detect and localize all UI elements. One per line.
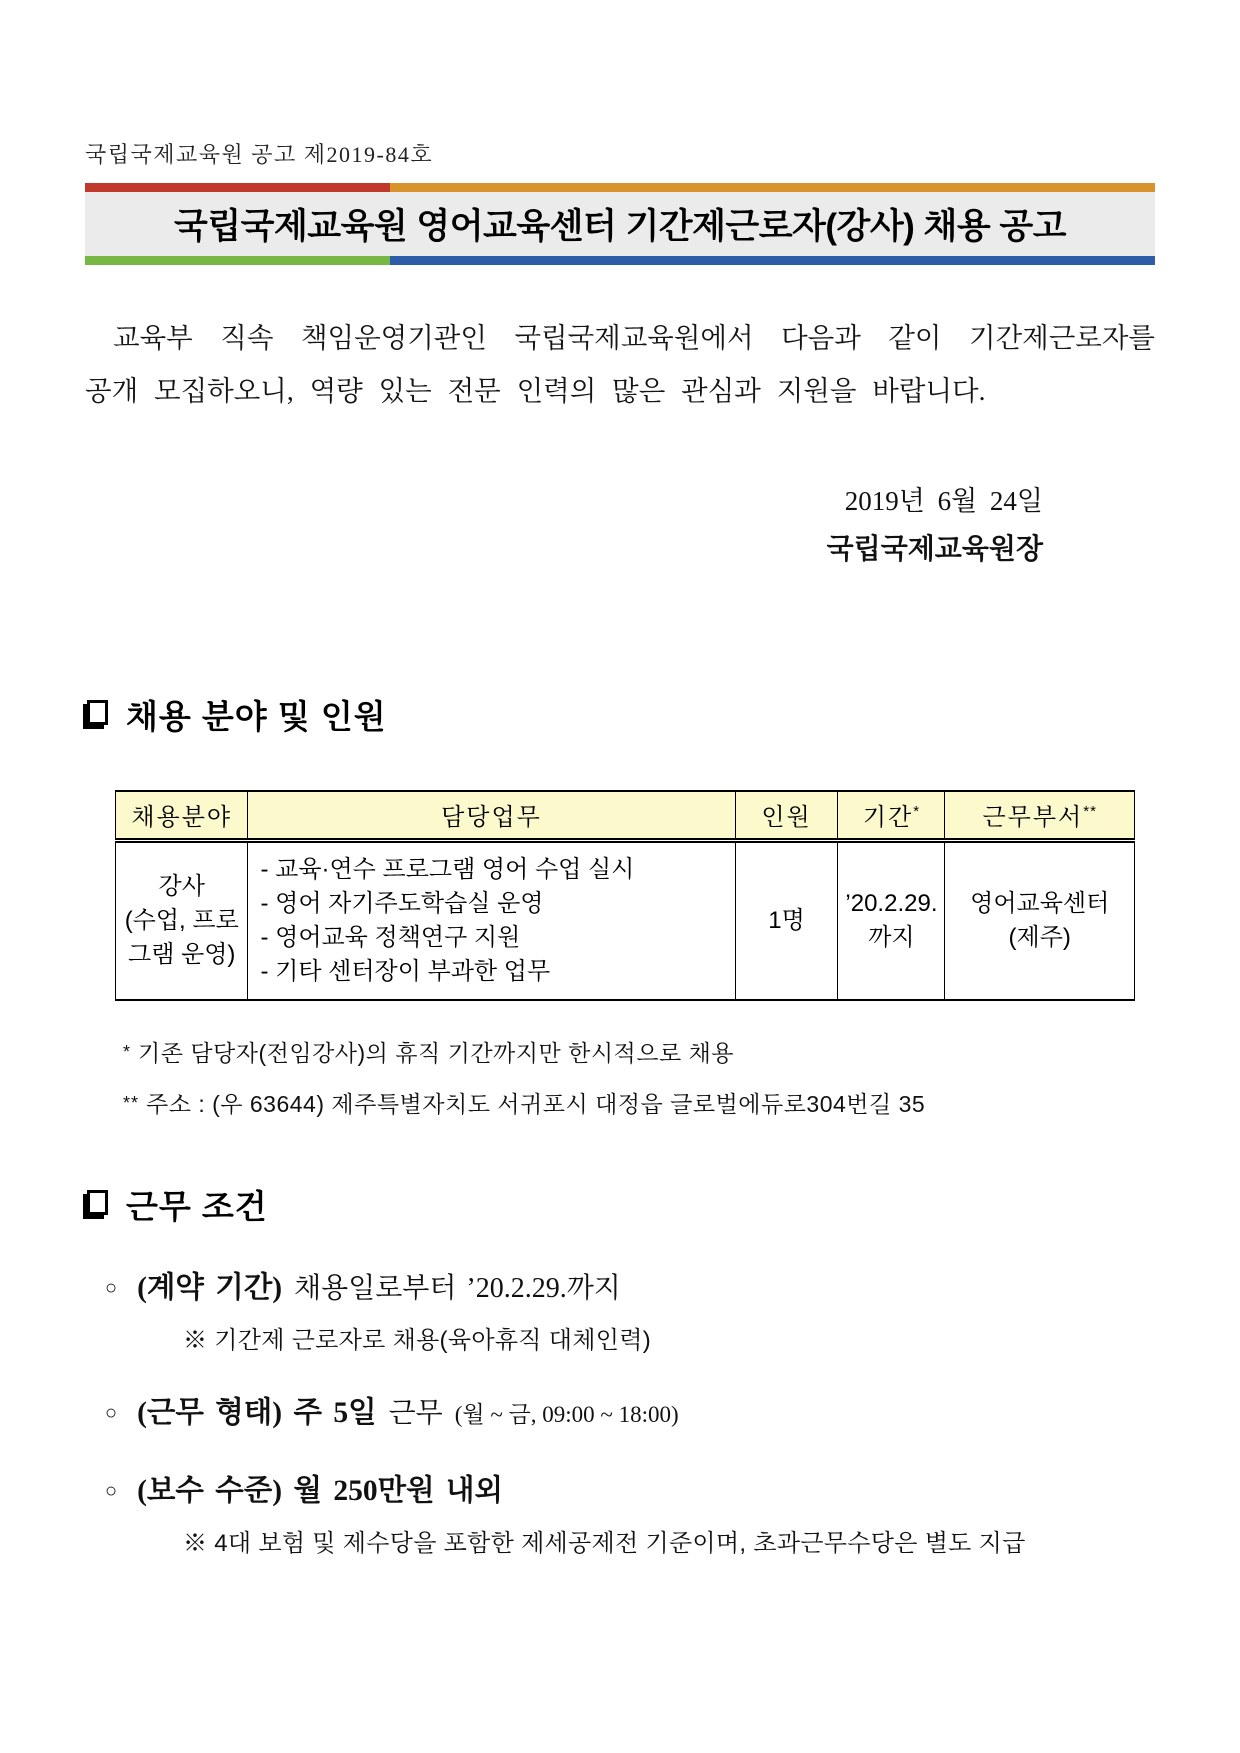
title-banner xyxy=(85,183,1155,265)
col-header-field: 채용분야 xyxy=(116,791,248,840)
duty-item: - 영어 자기주도학습실 운영 xyxy=(260,889,544,917)
table-row xyxy=(116,840,1135,1000)
list-item-salary: ○ (보수 수준) 월 250만원 내외 xyxy=(105,1474,503,1507)
list-item-contract-period: ○ (계약 기간) 채용일로부터 ’20.2.29.까지 xyxy=(105,1271,621,1304)
conditions-list xyxy=(105,1264,1155,1558)
banner-bottom-bar-blue-segment xyxy=(390,256,1155,265)
banner-bottom-bar-green-segment xyxy=(85,256,390,265)
section-heading-recruitment xyxy=(85,691,1155,738)
duty-item: - 영어교육 정책연구 지원 xyxy=(260,923,521,951)
document-title xyxy=(85,192,1155,256)
signature-block xyxy=(85,477,1155,575)
signer-title: 국립국제교육원장 xyxy=(826,534,1043,565)
cell-period: ’20.2.29. 까지 xyxy=(838,840,945,1000)
col-header-duties: 담당업무 xyxy=(248,791,735,840)
banner-bottom-bar xyxy=(85,256,1155,265)
col-header-period: 기간* xyxy=(838,791,945,840)
intro-line-1: 교육부 직속 책임운영기관인 국립국제교육원에서 다음과 같이 기간제근로자를 xyxy=(113,322,1155,353)
intro-paragraph xyxy=(85,311,1155,417)
duty-item: - 기타 센터장이 부과한 업무 xyxy=(260,957,551,985)
circle-bullet-icon: ○ xyxy=(105,1479,118,1502)
duty-item: - 교육·연수 프로그램 영어 수업 실시 xyxy=(260,855,635,883)
circle-bullet-icon: ○ xyxy=(105,1401,118,1424)
footnote-address: ** 주소 : (우 63644) 제주특별자치도 서귀포시 대정읍 글로벌에듀로304번길 35 xyxy=(123,1090,926,1117)
table-header-row xyxy=(116,791,1135,840)
cell-field: 강사 (수업, 프로 그램 운영) xyxy=(116,840,248,1000)
cell-duties xyxy=(248,840,735,1000)
note-salary: ※ 4대 보험 및 제수당을 포함한 제세공제전 기준이며, 초과근무수당은 별도 지급 xyxy=(183,1529,1026,1557)
section-heading-conditions xyxy=(85,1181,1155,1228)
circle-bullet-icon: ○ xyxy=(105,1276,118,1299)
cell-department: 영어교육센터 (제주) xyxy=(945,840,1135,1000)
list-item-work-schedule: ○ (근무 형태) 주 5일 근무 (월 ~ 금, 09:00 ~ 18:00) xyxy=(105,1396,679,1429)
document-title-text: 국립국제교육원 영어교육센터 기간제근로자(강사) 채용 공고 xyxy=(174,207,1066,246)
table-footnotes xyxy=(123,1035,1155,1119)
banner-top-bar-red-segment xyxy=(85,183,390,192)
footnote-mark: * xyxy=(123,1041,132,1062)
doc-number: 국립국제교육원 공고 제2019-84호 xyxy=(85,142,434,167)
section-heading-text: 근무 조건 xyxy=(126,1187,268,1225)
announcement-date: 2019년 6월 24일 xyxy=(844,486,1043,516)
note-contract-period: ※ 기간제 근로자로 채용(육아휴직 대체인력) xyxy=(183,1326,651,1354)
cell-headcount: 1명 xyxy=(735,840,838,1000)
banner-top-bar-orange-segment xyxy=(390,183,1155,192)
recruitment-table xyxy=(115,790,1135,1001)
section-heading-text: 채용 분야 및 인원 xyxy=(126,698,387,735)
intro-line-2: 공개 모집하오니, 역량 있는 전문 인력의 많은 관심과 지원을 바랍니다. xyxy=(85,375,986,406)
footnote-period: * 기존 담당자(전임강사)의 휴직 기간까지만 한시적으로 채용 xyxy=(123,1039,735,1066)
footnote-mark: ** xyxy=(123,1092,140,1113)
banner-top-bar xyxy=(85,183,1155,192)
section-square-icon xyxy=(87,700,108,725)
col-header-headcount: 인원 xyxy=(735,791,838,840)
col-header-department: 근무부서** xyxy=(945,791,1135,840)
section-square-icon xyxy=(87,1190,108,1215)
